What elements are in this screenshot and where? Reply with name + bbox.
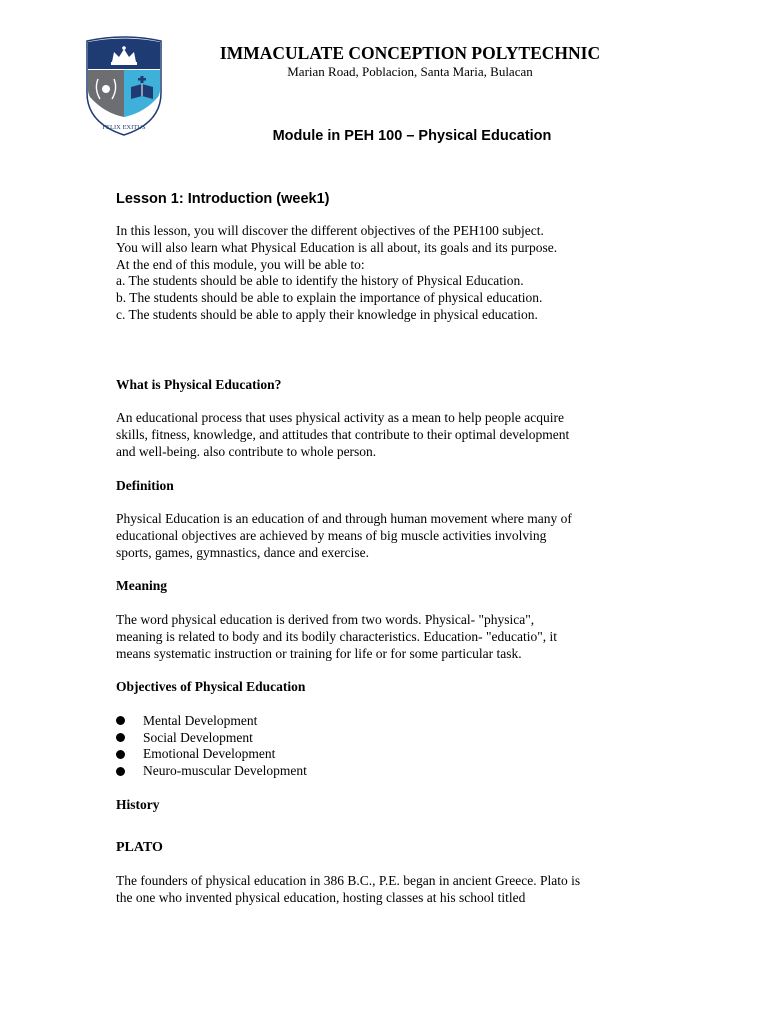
list-item bbox=[116, 763, 676, 780]
bullet-icon bbox=[116, 716, 125, 725]
school-name: IMMACULATE CONCEPTION POLYTECHNIC bbox=[219, 43, 601, 63]
section-heading-what-is: What is Physical Education? bbox=[116, 376, 282, 392]
text-line: The word physical education is derived from two words. Physical- "physica", bbox=[116, 611, 535, 627]
text-line: educational objectives are achieved by means of big muscle activities involving bbox=[116, 527, 547, 543]
text-line: a. The students should be able to identify the history of Physical Education. bbox=[116, 273, 524, 289]
list-item-label: Social Development bbox=[143, 729, 253, 745]
text-line: You will also learn what Physical Education is all about, its goals and its purpose. bbox=[116, 239, 558, 255]
meaning-paragraph bbox=[116, 612, 676, 662]
text-line: meaning is related to body and its bodily characteristics. Education- "educatio", it bbox=[116, 628, 558, 644]
plato-paragraph bbox=[116, 873, 676, 907]
module-title: Module in PEH 100 – Physical Education bbox=[272, 128, 552, 144]
objectives-list bbox=[116, 713, 676, 780]
section-heading-objectives: Objectives of Physical Education bbox=[116, 679, 306, 695]
document-header bbox=[160, 42, 660, 80]
school-logo bbox=[84, 35, 164, 137]
section-heading-plato: PLATO bbox=[116, 839, 163, 855]
document-body bbox=[116, 190, 676, 907]
text-line: In this lesson, you will discover the different objectives of the PEH100 subject. bbox=[116, 223, 544, 238]
text-line: The founders of physical education in 386 B.C., P.E. began in ancient Greece. Plato is bbox=[116, 873, 581, 889]
text-line: skills, fitness, knowledge, and attitudes that contribute to their optimal development bbox=[116, 427, 570, 443]
school-address: Marian Road, Poblacion, Santa Maria, Bulacan bbox=[287, 64, 533, 79]
text-line: c. The students should be able to apply their knowledge in physical education. bbox=[116, 306, 538, 322]
definition-paragraph bbox=[116, 511, 676, 561]
text-line: b. The students should be able to explain the importance of physical education. bbox=[116, 290, 543, 306]
list-item bbox=[116, 713, 676, 730]
section-heading-meaning: Meaning bbox=[116, 578, 168, 594]
list-item-label: Neuro-muscular Development bbox=[143, 763, 307, 779]
text-line: and well-being. also contribute to whole person. bbox=[116, 443, 377, 459]
text-line: the one who invented physical education, hosting classes at his school titled bbox=[116, 889, 526, 905]
section-heading-definition: Definition bbox=[116, 477, 174, 493]
lesson-title: Lesson 1: Introduction (week1) bbox=[116, 191, 330, 207]
bullet-icon bbox=[116, 767, 125, 776]
section-heading-history: History bbox=[116, 796, 160, 812]
bullet-icon bbox=[116, 733, 125, 742]
text-line: An educational process that uses physical activity as a mean to help people acquire bbox=[116, 410, 564, 426]
logo-motto: FELIX EXITUS bbox=[102, 124, 146, 131]
list-item bbox=[116, 730, 676, 747]
list-item-label: Mental Development bbox=[143, 712, 258, 728]
bullet-icon bbox=[116, 750, 125, 759]
text-line: means systematic instruction or training for life or for some particular task. bbox=[116, 645, 522, 661]
text-line: sports, games, gymnastics, dance and exercise. bbox=[116, 544, 370, 560]
list-item bbox=[116, 746, 676, 763]
what-is-paragraph bbox=[116, 410, 676, 460]
lesson-intro bbox=[116, 223, 676, 324]
text-line: At the end of this module, you will be able to: bbox=[116, 256, 365, 272]
list-item-label: Emotional Development bbox=[143, 746, 276, 762]
text-line: Physical Education is an education of and through human movement where many of bbox=[116, 511, 572, 527]
